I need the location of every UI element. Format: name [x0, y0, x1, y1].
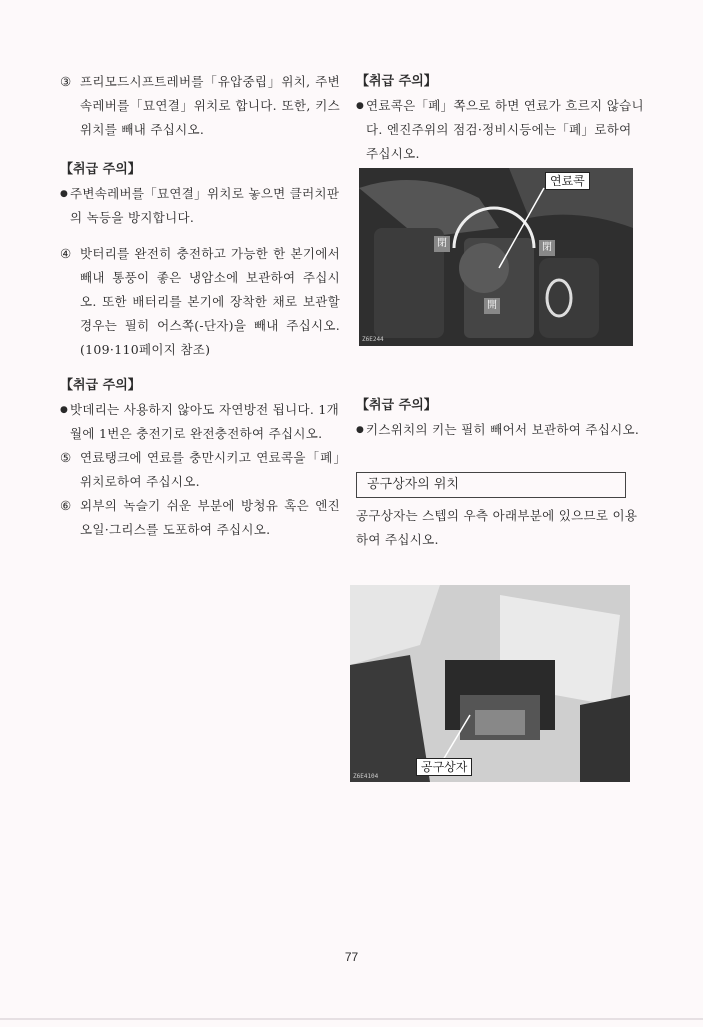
step-4: [60, 242, 340, 362]
caution-bullet: ● 연료콕은「폐」쪽으로 하면 연료가 흐르지 않습니다. 엔진주위의 점검·정비시등에는「폐」로하여 주십시오.: [356, 94, 646, 166]
fuel-cock-illustration: [359, 168, 633, 346]
step-number: ⑥: [60, 498, 72, 513]
toolbox-label: 공구상자: [416, 758, 472, 776]
photo-code: Z6E244: [362, 336, 384, 343]
step-text: 밧터리를 완전히 충전하고 가능한 한 본기에서 빼내 통풍이 좋은 냉암소에 보관하여 주십시오. 또한 배터리를 본기에 장착한 채로 보관할 경우는 필히 어스쪽(-단자)을 빼내 주십시오. (109·110페이지 참조): [80, 246, 340, 357]
step-text: 연료탱크에 연료를 충만시키고 연료콕을「폐」위치로하여 주십시오.: [80, 450, 340, 489]
step-text: 프리모드시프트레버를「유압중립」위치, 주변속레버를「묘연결」위치로 합니다. 또한, 키스위치를 빼내 주십시오.: [80, 74, 340, 137]
page-number: 77: [344, 950, 359, 964]
open-mark: 開: [484, 298, 500, 314]
section-heading: 공구상자의 위치: [356, 472, 626, 498]
fuel-cock-photo: [359, 168, 633, 346]
step-5: [60, 446, 340, 494]
caution-title: 【취급 주의】: [60, 378, 141, 393]
fuel-cock-label: 연료콕: [545, 172, 590, 190]
caution-title: 【취급 주의】: [356, 398, 437, 413]
toolbox-illustration: [350, 585, 630, 782]
bullet-icon: ●: [356, 425, 365, 435]
caution-bullet: ● 키스위치의 키는 필히 빼어서 보관하여 주십시오.: [356, 418, 646, 442]
bullet-icon: ●: [356, 101, 365, 111]
right-column-lower: [356, 394, 646, 552]
caution-title: 【취급 주의】: [356, 74, 437, 89]
toolbox-text: 공구상자는 스텝의 우측 아래부분에 있으므로 이용하여 주십시오.: [356, 508, 638, 547]
step-3: [60, 70, 340, 142]
step-number: ③: [60, 74, 72, 89]
step-number: ④: [60, 246, 72, 261]
caution-bullet: ● 주변속레버를「묘연결」위치로 놓으면 클러치판의 녹등을 방지합니다.: [60, 182, 340, 230]
closed-mark: 閉: [539, 240, 555, 256]
step-number: ⑤: [60, 450, 72, 465]
toolbox-photo: [350, 585, 630, 782]
photo-code: Z6E4104: [353, 773, 379, 780]
bullet-icon: ●: [60, 189, 69, 199]
caution-bullet: ● 밧데리는 사용하지 않아도 자연방전 됩니다. 1개월에 1번은 충전기로 완전충전하여 주십시오.: [60, 398, 340, 446]
left-column: [60, 70, 340, 542]
closed-mark: 閉: [434, 236, 450, 252]
bullet-icon: ●: [60, 405, 69, 415]
right-column: [356, 70, 646, 166]
step-6: [60, 494, 340, 542]
step-text: 외부의 녹슬기 쉬운 부분에 방청유 혹은 엔진오일·그리스를 도포하여 주십시오.: [80, 498, 340, 537]
bottom-rule: [0, 1018, 703, 1020]
caution-title: 【취급 주의】: [60, 162, 141, 177]
